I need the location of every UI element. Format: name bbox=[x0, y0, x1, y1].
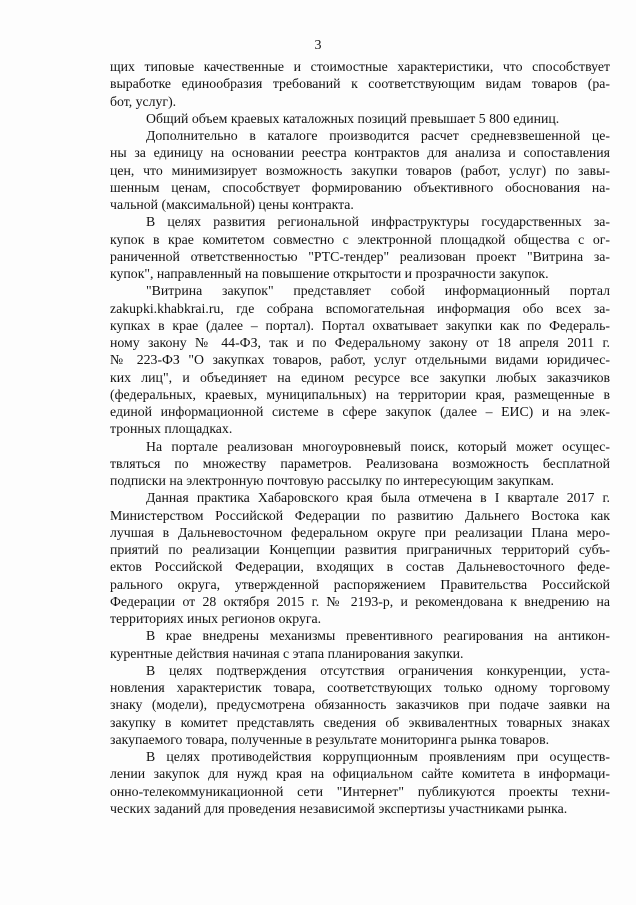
paragraph bbox=[110, 282, 610, 437]
text-line: купках в крае (далее – портал). Портал охватывает закупки как по Федераль- bbox=[110, 317, 610, 333]
paragraph bbox=[110, 127, 610, 213]
text-line: В крае внедрены механизмы превентивного реагирования на антикон- bbox=[146, 628, 610, 644]
text-line: ких лиц", и объединяет на едином ресурсе все закупки любых заказчиков bbox=[110, 369, 610, 385]
text-line: На портале реализован многоуровневый поиск, который может осущес- bbox=[146, 438, 610, 454]
text-line: твляться по множеству параметров. Реализована возможность бесплатной bbox=[110, 455, 610, 471]
text-line: Министерством Российской Федерации по развитию Дальнего Востока как bbox=[110, 507, 610, 523]
paragraph bbox=[110, 438, 610, 490]
text-line: В целях подтверждения отсутствия ограничения конкуренции, уста- bbox=[146, 662, 610, 678]
text-line: рального округа, утвержденной распоряжением Правительства Российской bbox=[110, 576, 610, 592]
text-line: ческих заданий для проведения независимой экспертизы участниками рынка. bbox=[110, 800, 568, 816]
text-line: территориях иных регионов округа. bbox=[110, 611, 322, 626]
paragraph bbox=[110, 110, 610, 127]
text-line: лучшая в Дальневосточном федеральном округе при реализации Плана меро- bbox=[110, 524, 610, 540]
text-line: онно-телекоммуникационной сети "Интернет" публикуются проекты техни- bbox=[110, 783, 610, 799]
text-line: купок", направленный на повышение открытости и прозрачности закупок. bbox=[110, 266, 549, 281]
text-line: ны за единицу на основании реестра контрактов для анализа и сопоставления bbox=[110, 145, 610, 161]
paragraph bbox=[110, 489, 610, 627]
text-line: приятий по реализации Концепции развития приграничных территорий субъ- bbox=[110, 542, 610, 557]
text-line: № 223-ФЗ "О закупках товаров, работ, услуг отдельными видами юридичес- bbox=[110, 352, 610, 368]
text-line: закупаемого товара, полученные в результате мониторинга рынка товаров. bbox=[110, 731, 550, 747]
text-line: Общий объем краевых каталожных позиций превышает 5 800 единиц. bbox=[146, 110, 560, 126]
text-line: новления характеристик товара, соответствующих только одному торговому bbox=[110, 680, 610, 695]
paragraph bbox=[110, 748, 610, 817]
paragraph bbox=[110, 662, 610, 748]
text-line: шенным ценам, способствует формированию объективного обоснования на- bbox=[110, 179, 610, 195]
text-line: ектов Российской Федерации, входящих в состав Дальневосточного феде- bbox=[110, 559, 610, 575]
text-line: единой информационной системе в сфере закупок (далее – ЕИС) и на элек- bbox=[110, 404, 610, 419]
text-line: В целях развития региональной инфраструктуры государственных за- bbox=[146, 214, 610, 230]
text-line: чальной (максимальной) цены контракта. bbox=[110, 197, 354, 212]
text-line: "Витрина закупок" представляет собой информационный портал bbox=[146, 283, 610, 299]
text-line: Данная практика Хабаровского края была отмечена в I квартале 2017 г. bbox=[146, 490, 610, 506]
text-line: раниченной ответственностью "РТС-тендер" реализован проект "Витрина за- bbox=[110, 248, 610, 264]
paragraph bbox=[110, 58, 610, 110]
text-line: знаку (модели), предусмотрена обязанность заказчиков при подаче заявки на bbox=[110, 697, 610, 713]
text-line: выработке единообразия требований к соответствующим видам товаров (ра- bbox=[110, 76, 610, 92]
text-line: Федерации от 28 октября 2015 г. № 2193-р, и рекомендована к внедрению на bbox=[110, 593, 610, 609]
text-line: купок в крае комитетом совместно с электронной площадкой общества с ог- bbox=[110, 231, 610, 247]
text-line: подписки на электронную почтовую рассылку по интересующим закупкам. bbox=[110, 473, 555, 488]
document-body bbox=[110, 58, 610, 817]
text-line: лении закупок для нужд края на официальном сайте комитета в информаци- bbox=[110, 766, 610, 782]
text-line: (федеральных, краевых, муниципальных) на территории края, размещенные в bbox=[110, 386, 610, 402]
text-line: бот, услуг). bbox=[110, 93, 177, 109]
text-line: курентные действия начиная с этапа планирования закупки. bbox=[110, 645, 464, 661]
text-line: закупку в комитет представлять сведения об эквивалентных товарных знаках bbox=[110, 714, 610, 730]
text-line: тронных площадках. bbox=[110, 421, 233, 437]
page-number: 3 bbox=[314, 38, 322, 53]
text-line: zakupki.khabkrai.ru, где собрана вспомогательная информация обо всех за- bbox=[110, 300, 610, 316]
text-line: В целях противодействия коррупционным проявлениям при осуществ- bbox=[146, 749, 610, 764]
text-line: цен, что минимизирует возможность закупки товаров (работ, услуг) по завы- bbox=[110, 162, 610, 178]
paragraph bbox=[110, 213, 610, 282]
text-line: щих типовые качественные и стоимостные характеристики, что способствует bbox=[110, 59, 610, 74]
text-line: ному закону № 44-ФЗ, так и по Федеральному закону от 18 апреля 2011 г. bbox=[110, 335, 610, 350]
paragraph bbox=[110, 627, 610, 662]
text-line: Дополнительно в каталоге производится расчет средневзвешенной це- bbox=[146, 128, 610, 143]
